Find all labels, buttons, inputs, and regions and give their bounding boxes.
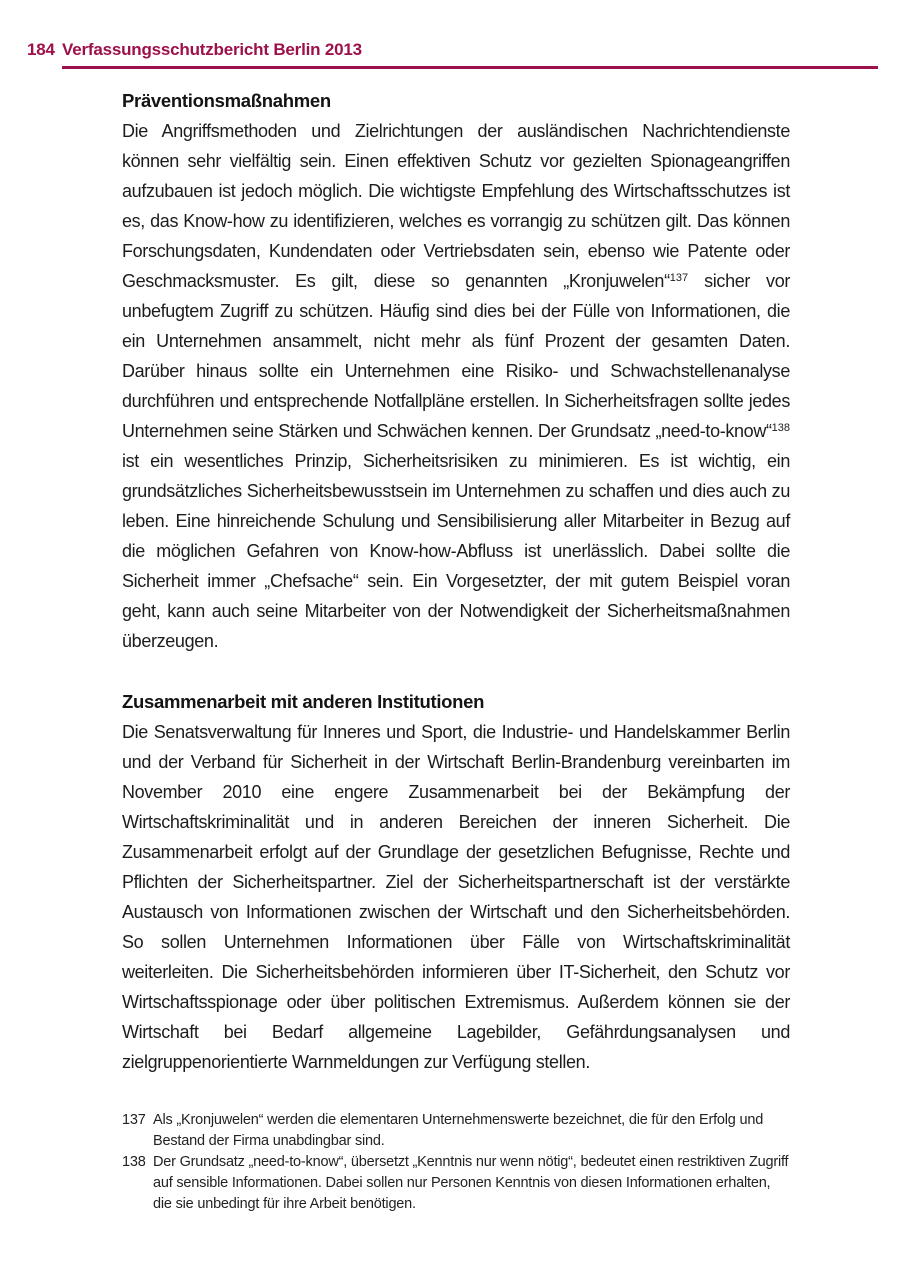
page-content <box>122 86 790 1215</box>
footnote-reference-137: 137 <box>669 272 689 284</box>
footnote-138 <box>122 1152 790 1215</box>
footnote-number: 137 <box>122 1112 146 1128</box>
section-heading: Zusammenarbeit mit anderen Institutionen <box>122 691 485 712</box>
footnote-137 <box>122 1110 790 1152</box>
footnote-reference-138: 138 <box>771 422 790 434</box>
paragraph-text: ist ein wesentliches Prinzip, Sicherheitsrisiken zu minimieren. Es ist wichtig, ein grundsätzliches Sicherheitsbewusstsein im Unternehmen zu schaffen und dies auch zu leben. Eine hinreichende Schulung und Sensibilisierung aller Mitarbeiter in Bezug auf die möglichen Gefahren von Know-how-Abfluss ist unerlässlich. Dabei sollte die Sicherheit immer „Chefsache“ sein. Ein Vorgesetzter, der mit gutem Beispiel voran geht, kann auch seine Mitarbeiter von der Notwendigkeit der Sicherheitsmaßnahmen überzeugen. <box>122 451 790 651</box>
footnote-text: Der Grundsatz „need-to-know“, übersetzt „Kenntnis nur wenn nötig“, bedeutet einen restriktiven Zugriff auf sensible Informationen. Dabei sollen nur Personen Kenntnis von diesen Informationen erhalten, die sie unbedingt für ihre Arbeit benötigen. <box>153 1154 789 1212</box>
body-paragraph <box>122 116 790 656</box>
section-heading: Präventionsmaßnahmen <box>122 90 331 111</box>
footnotes-block <box>122 1110 790 1215</box>
page-number: 184 <box>27 40 55 59</box>
header-rule <box>62 66 878 69</box>
section-praeventionsmassnahmen <box>122 86 790 656</box>
section-zusammenarbeit <box>122 687 790 1077</box>
footnote-text: Als „Kronjuwelen“ werden die elementaren Unternehmenswerte bezeichnet, die für den Erfolg und Bestand der Firma unabdingbar sind. <box>153 1112 764 1149</box>
paragraph-text: sicher vor unbefugtem Zugriff zu schützen. Häufig sind dies bei der Fülle von Informationen, die ein Unternehmen ansammelt, nicht mehr als fünf Prozent der gesamten Daten. Darüber hinaus sollte ein Unternehmen eine Risiko- und Schwachstellenanalyse durchführen und entsprechende Notfallpläne erstellen. In Sicherheitsfragen sollte jedes Unternehmen seine Stärken und Schwächen kennen. Der Grundsatz „need-to-know“ <box>122 271 790 441</box>
paragraph-text: Die Angriffsmethoden und Zielrichtungen der ausländischen Nachrichtendienste können sehr vielfältig sein. Einen effektiven Schutz vor gezielten Spionageangriffen aufzubauen ist jedoch möglich. Die wichtigste Empfehlung des Wirtschaftsschutzes ist es, das Know-how zu identifizieren, welches es vorrangig zu schützen gilt. Das können Forschungsdaten, Kundendaten oder Vertriebsdaten sein, ebenso wie Patente oder Geschmacksmuster. Es gilt, diese so genannten „Kronjuwelen“ <box>122 121 790 291</box>
running-title: Verfassungsschutzbericht Berlin 2013 <box>62 40 362 59</box>
footnote-number: 138 <box>122 1154 146 1170</box>
body-paragraph <box>122 717 790 1077</box>
paragraph-text: Die Senatsverwaltung für Inneres und Sport, die Industrie- und Handelskammer Berlin und der Verband für Sicherheit in der Wirtschaft Berlin-Brandenburg vereinbarten im November 2010 eine engere Zusammenarbeit bei der Bekämpfung der Wirtschaftskriminalität und in anderen Bereichen der inneren Sicherheit. Die Zusammenarbeit erfolgt auf der Grundlage der gesetzlichen Befugnisse, Rechte und Pflichten der Sicherheitspartner. Ziel der Sicherheitspartnerschaft ist der verstärkte Austausch von Informationen zwischen der Wirtschaft und den Sicherheitsbehörden. So sollen Unternehmen Informationen über Fälle von Wirtschaftskriminalität weiterleiten. Die Sicherheitsbehörden informieren über IT-Sicherheit, den Schutz vor Wirtschaftsspionage oder über politischen Extremismus. Außerdem können sie der Wirtschaft bei Bedarf allgemeine Lagebilder, Gefährdungsanalysen und zielgruppenorientierte Warnmeldungen zur Verfügung stellen. <box>122 722 790 1072</box>
